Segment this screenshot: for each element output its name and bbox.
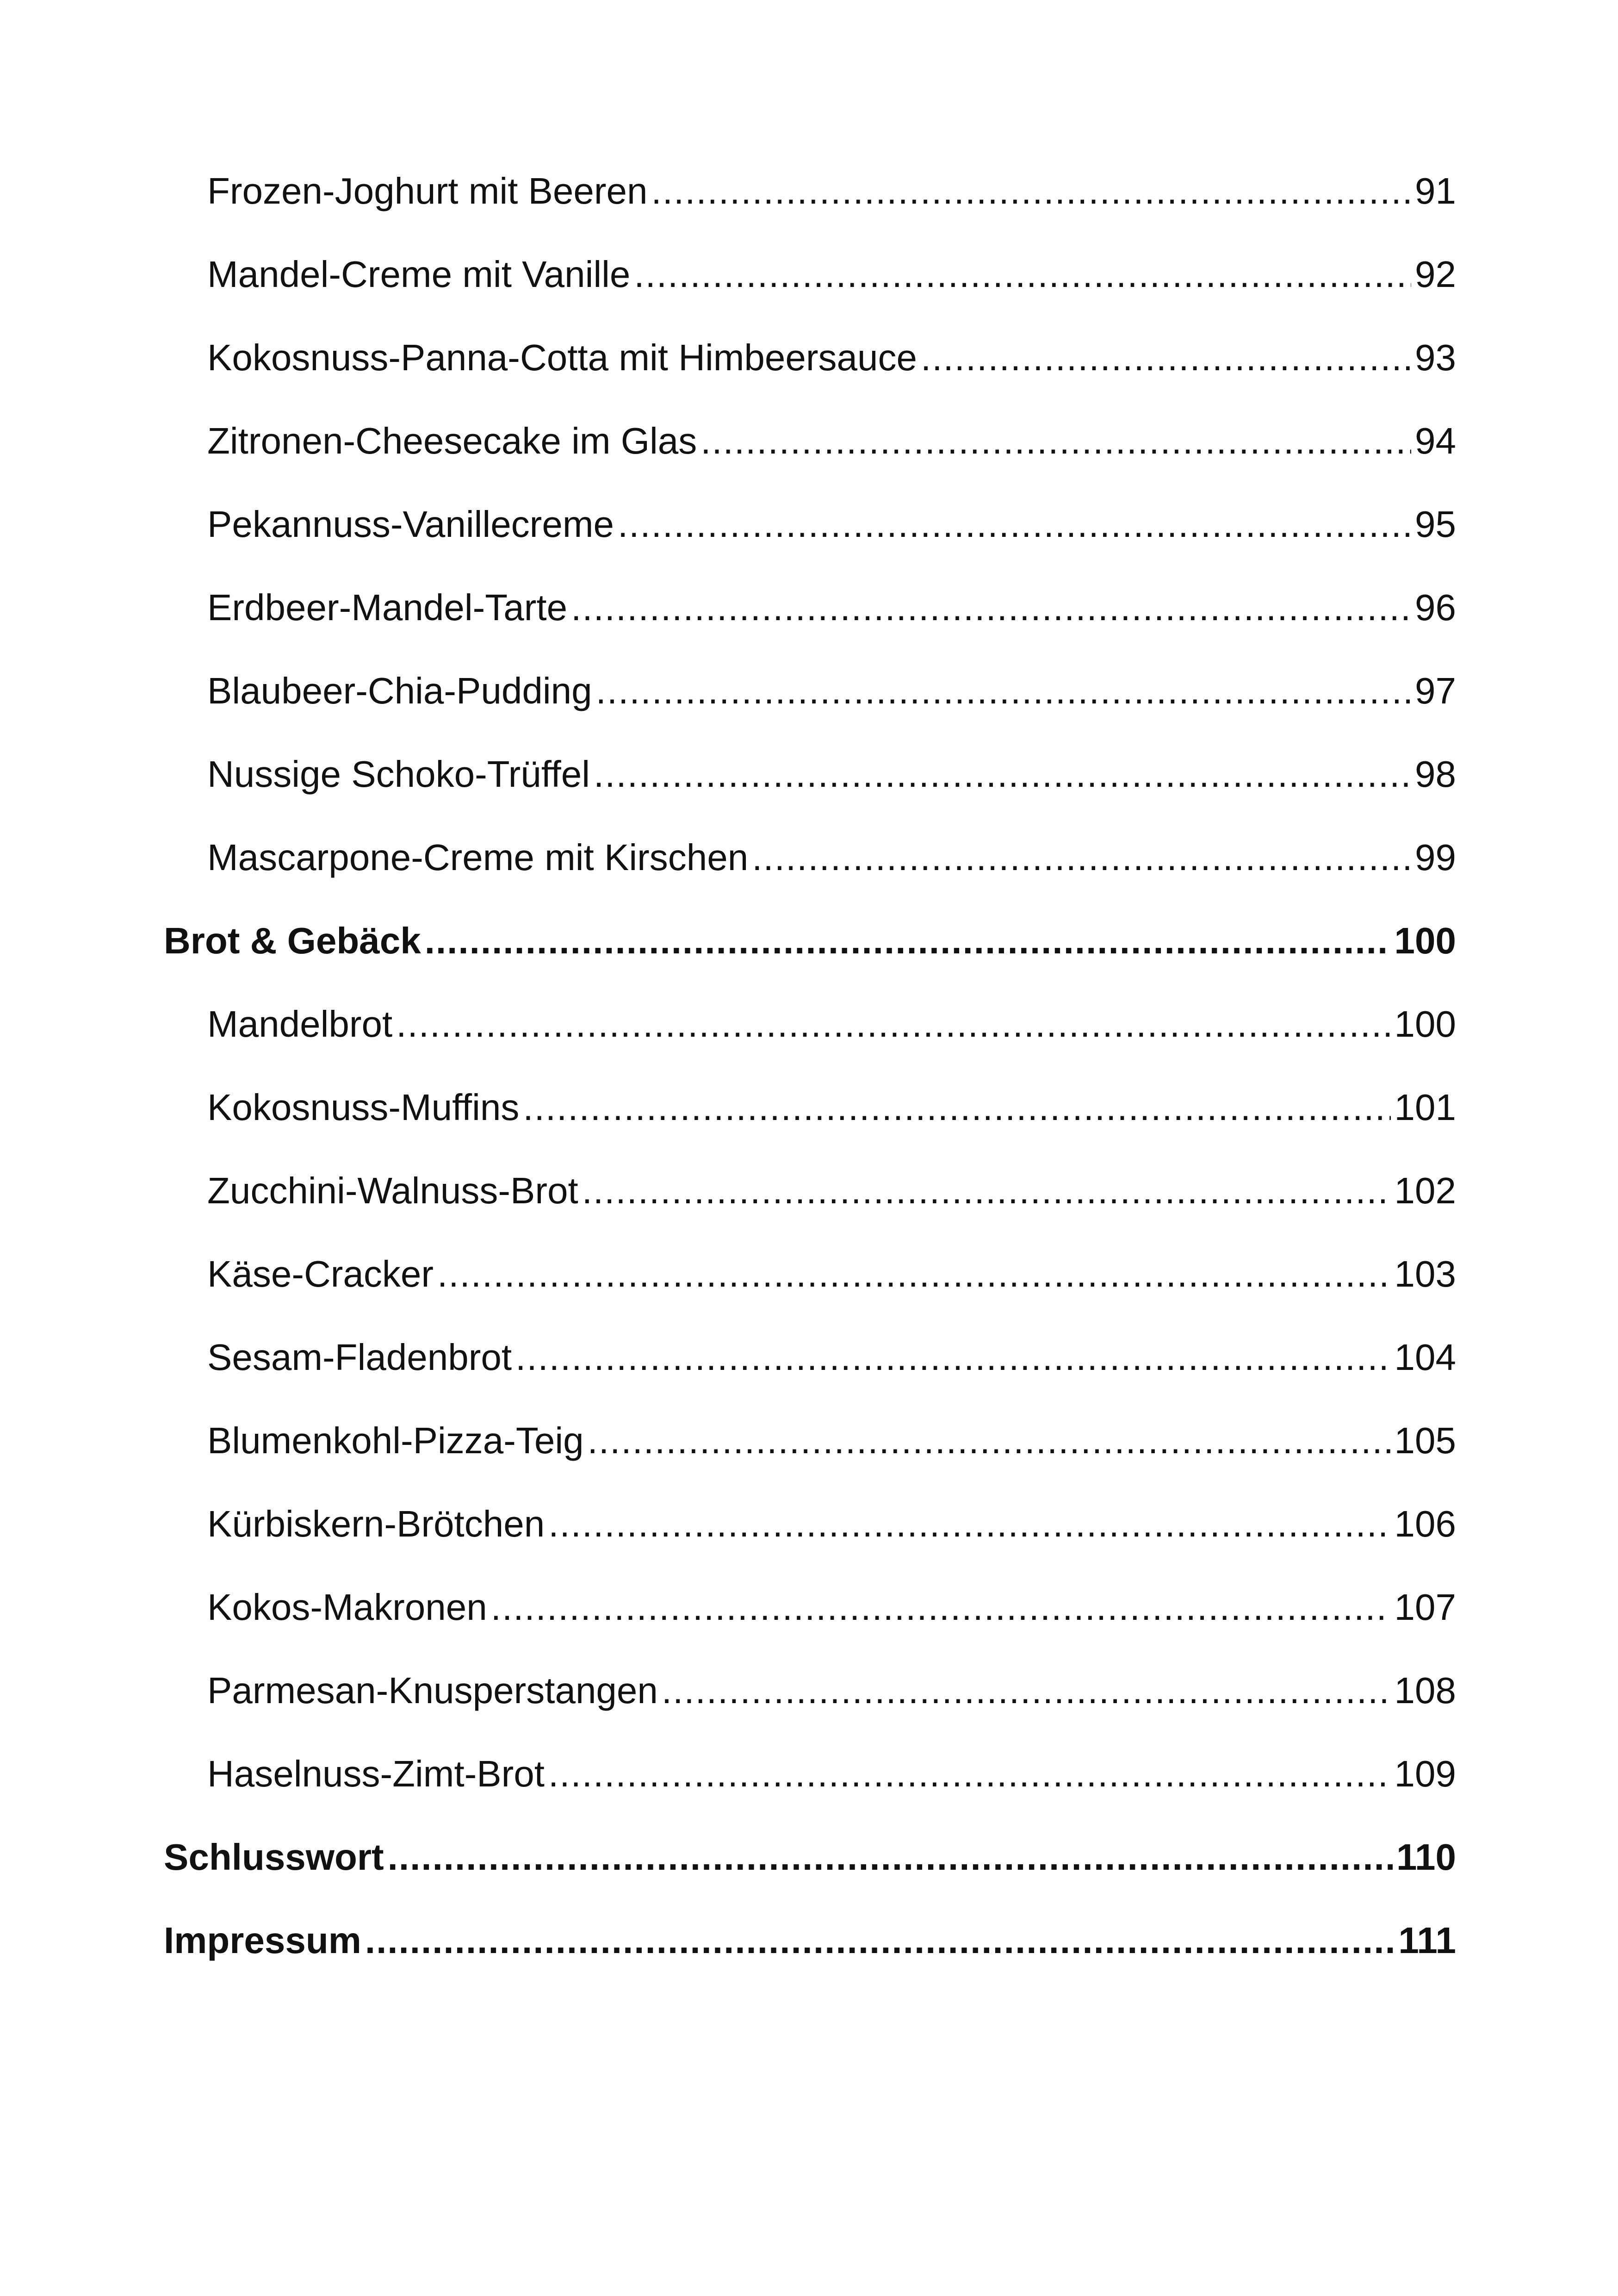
toc-entry-page: 96 [1415,587,1456,628]
toc-entry-page: 102 [1394,1170,1456,1211]
toc-dot-leader [588,1415,1391,1466]
toc-entry-title: Zitronen-Cheesecake im Glas [207,420,697,461]
toc-dot-leader [396,999,1390,1050]
toc-entry-title: Kürbiskern-Brötchen [207,1503,545,1544]
toc-entry-page: 103 [1394,1253,1456,1294]
toc-dot-leader [651,166,1411,217]
toc-dot-leader [596,666,1411,716]
toc-entry[interactable] [207,749,1456,800]
toc-entry[interactable] [207,1499,1456,1549]
toc-entry-page: 105 [1394,1420,1456,1461]
toc-chapter-entry[interactable] [164,1832,1456,1883]
toc-entry[interactable] [207,832,1456,883]
toc-entry-page: 107 [1394,1587,1456,1628]
toc-dot-leader [491,1582,1391,1633]
toc-chapter-entry[interactable] [164,915,1456,966]
toc-entry-page: 95 [1415,504,1456,545]
toc-entry-title: Parmesan-Knusperstangen [207,1670,658,1711]
toc-dot-leader [548,1748,1390,1799]
toc-entry[interactable] [207,1415,1456,1466]
toc-chapter-page: 100 [1394,920,1456,961]
toc-entry-page: 92 [1415,254,1456,295]
toc-entry-title: Sesam-Fladenbrot [207,1337,512,1378]
toc-chapter-title: Brot & Gebäck [164,920,421,961]
toc-dot-leader [752,832,1411,883]
toc-entry[interactable] [207,666,1456,716]
toc-entry[interactable] [207,1665,1456,1716]
toc-entry-page: 109 [1394,1753,1456,1794]
toc-entry-title: Mandelbrot [207,1003,393,1045]
toc-dot-leader [523,1082,1390,1133]
toc-dot-leader [548,1499,1390,1549]
toc-entry[interactable] [207,416,1456,467]
toc-dot-leader [571,582,1411,633]
toc-dot-leader [701,416,1411,467]
toc-dot-leader [921,332,1411,383]
toc-entry[interactable] [207,1165,1456,1216]
toc-entry[interactable] [207,1332,1456,1383]
toc-entry[interactable] [207,999,1456,1050]
toc-entry-title: Mascarpone-Creme mit Kirschen [207,837,749,878]
toc-dot-leader [594,749,1411,800]
toc-chapter-title: Impressum [164,1920,361,1961]
toc-entry[interactable] [207,1748,1456,1799]
toc-entry-page: 106 [1394,1503,1456,1544]
toc-dot-leader [388,1832,1393,1883]
toc-chapter-page: 110 [1396,1836,1456,1878]
toc-entry-title: Kokosnuss-Panna-Cotta mit Himbeersauce [207,337,917,378]
toc-entry-title: Käse-Cracker [207,1253,434,1294]
toc-entry-page: 99 [1415,837,1456,878]
toc-dot-leader [365,1915,1395,1966]
toc-entry-title: Haselnuss-Zimt-Brot [207,1753,545,1794]
toc-entry-title: Zucchini-Walnuss-Brot [207,1170,578,1211]
toc-entry-title: Nussige Schoko-Trüffel [207,753,590,795]
toc-dot-leader [662,1665,1391,1716]
toc-entry[interactable] [207,499,1456,550]
toc-chapter-entry[interactable] [164,1915,1456,1966]
toc-entry[interactable] [207,249,1456,300]
toc-entry-title: Kokosnuss-Muffins [207,1087,520,1128]
toc-entry-title: Erdbeer-Mandel-Tarte [207,587,568,628]
toc-entry-page: 93 [1415,337,1456,378]
toc-entry-title: Frozen-Joghurt mit Beeren [207,170,648,212]
toc-entry[interactable] [207,1249,1456,1300]
toc-entry-title: Blaubeer-Chia-Pudding [207,670,592,711]
toc-entry-page: 101 [1394,1087,1456,1128]
toc-entry[interactable] [207,332,1456,383]
toc-dot-leader [425,915,1391,966]
toc-dot-leader [618,499,1411,550]
toc-dot-leader [515,1332,1390,1383]
toc-dot-leader [437,1249,1390,1300]
toc-entry-title: Blumenkohl-Pizza-Teig [207,1420,584,1461]
toc-entry-page: 94 [1415,420,1456,461]
toc-entry-title: Mandel-Creme mit Vanille [207,254,631,295]
toc-chapter-title: Schlusswort [164,1836,384,1878]
toc-entry[interactable] [207,582,1456,633]
toc-entry-page: 91 [1415,170,1456,212]
toc-dot-leader [582,1165,1391,1216]
toc-entry-title: Kokos-Makronen [207,1587,487,1628]
toc-chapter-page: 111 [1398,1920,1456,1961]
toc-entry-page: 104 [1394,1337,1456,1378]
toc-entry[interactable] [207,1582,1456,1633]
toc-entry-page: 98 [1415,753,1456,795]
toc-dot-leader [634,249,1411,300]
toc-entry-page: 100 [1394,1003,1456,1045]
toc-entry-title: Pekannuss-Vanillecreme [207,504,614,545]
toc-entry[interactable] [207,1082,1456,1133]
toc-entry-page: 108 [1394,1670,1456,1711]
toc-entry-page: 97 [1415,670,1456,711]
toc-entry[interactable] [207,166,1456,217]
